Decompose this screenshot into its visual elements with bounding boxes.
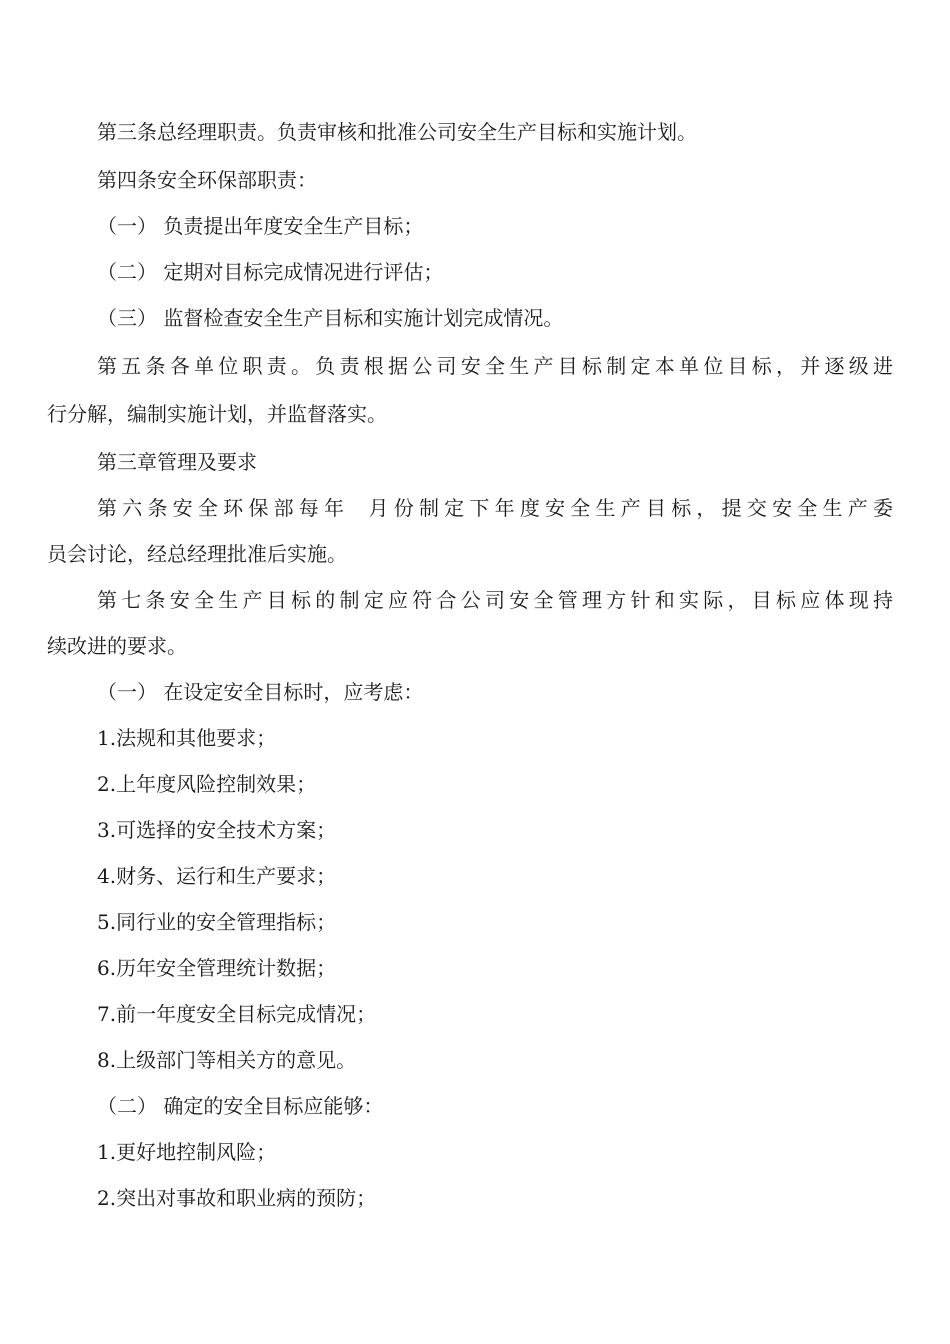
article-7-line-1: 第七条安全生产目标的制定应符合公司安全管理方针和实际，目标应体现持 xyxy=(97,588,893,612)
section-1-item-5: 5.同行业的安全管理指标； xyxy=(97,910,337,934)
section-1-item-7: 7.前一年度安全目标完成情况； xyxy=(97,1002,377,1026)
article-4-item-1: （一） 负责提出年度安全生产目标； xyxy=(97,214,424,238)
article-6-line-1 xyxy=(97,494,893,522)
section-1-item-4: 4.财务、运行和生产要求； xyxy=(97,864,337,888)
article-6-line-1-part-2: 月份制定下年度安全生产目标，提交安全生产委 xyxy=(363,496,893,520)
article-4-item-2: （二） 定期对目标完成情况进行评估； xyxy=(97,260,444,284)
section-1-item-2: 2.上年度风险控制效果； xyxy=(97,772,317,796)
chapter-3-heading: 第三章管理及要求 xyxy=(97,450,257,474)
section-1-item-3: 3.可选择的安全技术方案； xyxy=(97,818,337,842)
article-4-item-3: （三） 监督检查安全生产目标和实施计划完成情况。 xyxy=(97,306,564,330)
article-5-line-1: 第五条各单位职责。负责根据公司安全生产目标制定本单位目标，并逐级进 xyxy=(97,354,893,378)
article-3: 第三条总经理职责。负责审核和批准公司安全生产目标和实施计划。 xyxy=(97,120,697,144)
section-2-item-1: 1.更好地控制风险； xyxy=(97,1140,277,1164)
article-4: 第四条安全环保部职责： xyxy=(97,168,317,192)
section-1-heading: （一） 在设定安全目标时，应考虑： xyxy=(97,680,424,704)
article-6-line-2: 员会讨论，经总经理批准后实施。 xyxy=(47,542,347,566)
section-2-item-2: 2.突出对事故和职业病的预防； xyxy=(97,1186,377,1210)
article-6-line-1-part-1: 第六条安全环保部每年 xyxy=(97,496,350,520)
article-7-line-2: 续改进的要求。 xyxy=(47,634,187,658)
article-5-line-2: 行分解，编制实施计划，并监督落实。 xyxy=(47,402,387,426)
section-2-heading: （二） 确定的安全目标应能够： xyxy=(97,1094,384,1118)
section-1-item-8: 8.上级部门等相关方的意见。 xyxy=(97,1048,357,1072)
section-1-item-1: 1.法规和其他要求； xyxy=(97,726,277,750)
section-1-item-6: 6.历年安全管理统计数据； xyxy=(97,956,337,980)
